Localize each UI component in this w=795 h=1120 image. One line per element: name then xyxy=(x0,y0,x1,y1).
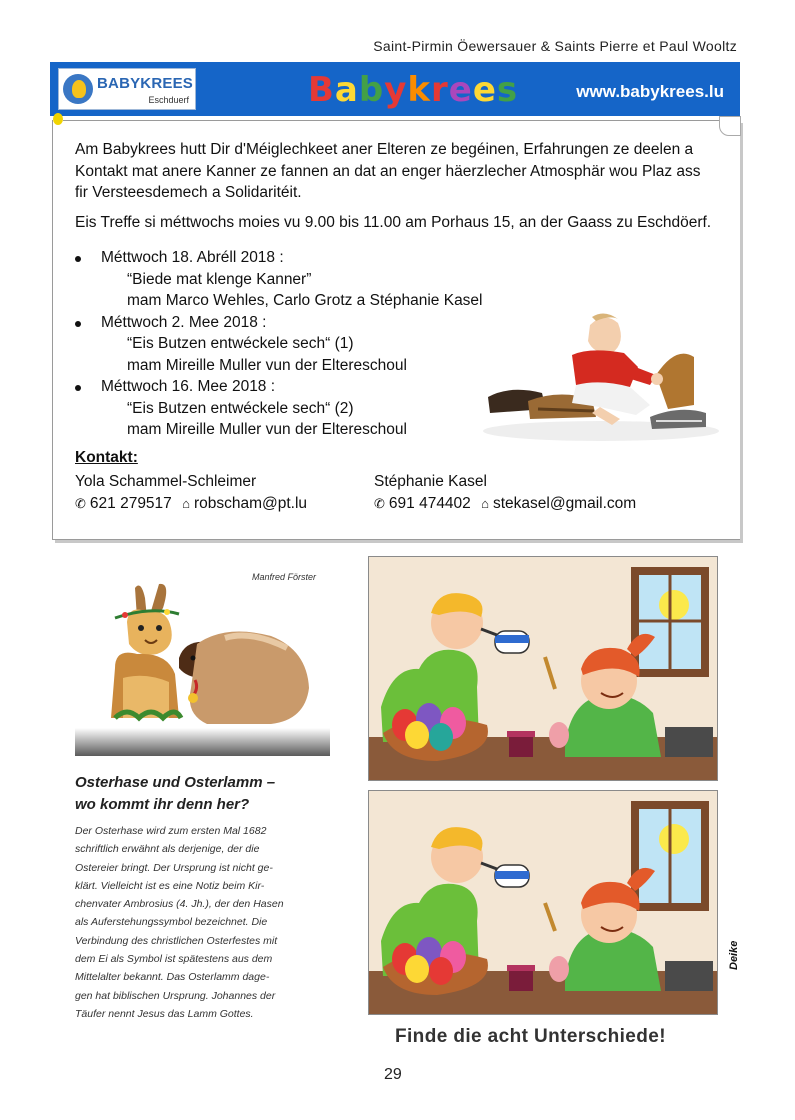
event-date: Méttwoch 16. Mee 2018 : xyxy=(101,378,276,395)
contact-phone[interactable]: 621 279517 xyxy=(89,495,172,512)
easter-egg-painting-cartoon-variant xyxy=(369,791,718,1015)
article-line: dem Ei als Symbol ist spätestens aus dem xyxy=(75,953,273,966)
article-title xyxy=(75,772,275,816)
event-item xyxy=(75,376,495,441)
event-date: Méttwoch 18. Abréll 2018 : xyxy=(101,249,284,266)
page-curl-decoration xyxy=(719,116,741,136)
cartoon-panel-original xyxy=(368,556,718,781)
event-list xyxy=(75,247,495,441)
banner-title-letter: e xyxy=(448,70,473,110)
website-link[interactable]: www.babykrees.lu xyxy=(576,82,724,101)
banner-title-letter: B xyxy=(308,70,335,110)
contact-email[interactable]: robscham@pt.lu xyxy=(193,495,308,512)
event-title: “Eis Butzen entwéckele sech“ (2) xyxy=(127,399,354,417)
box-top-border xyxy=(63,120,722,121)
easter-egg-painting-cartoon xyxy=(369,557,718,781)
bullet-icon xyxy=(75,321,81,327)
article-line: Mittelalter bekannt. Das Osterlamm dage- xyxy=(75,971,270,984)
babykrees-banner xyxy=(50,62,740,116)
banner-title-letter: r xyxy=(431,70,449,110)
bunny-and-lamb-illustration xyxy=(75,578,330,756)
page-number: 29 xyxy=(384,1066,402,1083)
article-line: gen hat biblischen Ursprung. Johannes der xyxy=(75,989,276,1002)
banner-title-letter: a xyxy=(334,70,359,110)
cartoon-panel-modified xyxy=(368,790,718,1015)
event-item xyxy=(75,312,495,377)
banner-title-letter: b xyxy=(358,70,385,110)
cartoon-credit: Deike xyxy=(728,940,740,970)
article-title-line: wo kommt ihr denn her? xyxy=(75,796,250,813)
event-speakers: mam Mireille Muller vun der Eltereschoul xyxy=(127,421,407,438)
banner-title xyxy=(308,70,518,110)
article-line: Der Osterhase wird zum ersten Mal 1682 xyxy=(75,825,267,837)
mouse-icon: ⌂ xyxy=(182,496,190,511)
mouse-icon: ⌂ xyxy=(481,496,489,511)
banner-title-letter: e xyxy=(472,70,497,110)
event-speakers: mam Marco Wehles, Carlo Grotz a Stéphanie Kasel xyxy=(127,292,483,309)
logo-name: BABYKREES xyxy=(97,75,193,92)
event-speakers: mam Mireille Muller vun der Eltereschoul xyxy=(127,356,407,374)
event-item xyxy=(75,247,495,312)
contact-card xyxy=(374,471,636,515)
article-line: Verbindung des christlichen Osterfestes mit xyxy=(75,934,278,947)
contact-name: Stéphanie Kasel xyxy=(374,473,487,490)
banner-title-letter: s xyxy=(496,70,519,110)
page-header: Saint-Pirmin Öewersauer & Saints Pierre et Paul Wooltz xyxy=(373,38,737,54)
contact-card xyxy=(75,471,307,515)
article-line: klärt. Vielleicht ist es eine Notiz beim Kir- xyxy=(75,879,265,892)
phone-icon: ✆ xyxy=(75,496,86,511)
meeting-info: Eis Treffe si méttwochs moies vu 9.00 bis 11.00 am Porhaus 15, an der Gaass zu Eschdöerf. xyxy=(75,214,712,231)
article-title-line: Osterhase und Osterlamm – xyxy=(75,774,276,791)
article-line: schriftlich erwähnt als derjenige, der die xyxy=(75,843,260,856)
babykrees-logo[interactable] xyxy=(58,68,196,110)
article-line: Ostereier bringt. Der Ursprung ist nicht ge- xyxy=(75,861,273,874)
bullet-icon xyxy=(75,385,81,391)
article-line: als Auferstehungssymbol bezeichnet. Die xyxy=(75,916,268,929)
contact-name: Yola Schammel-Schleimer xyxy=(75,473,257,490)
contact-email[interactable]: stekasel@gmail.com xyxy=(492,495,637,512)
event-title: “Eis Butzen entwéckele sech“ (1) xyxy=(127,335,354,352)
bullet-icon xyxy=(75,256,81,262)
baby-with-shoes-photo xyxy=(480,305,722,445)
chick-icon xyxy=(53,113,63,125)
banner-title-letter: y xyxy=(384,70,408,110)
event-title: “Biede mat klenge Kanner” xyxy=(127,270,312,288)
contact-phone[interactable]: 691 474402 xyxy=(388,495,471,512)
logo-emblem-icon xyxy=(63,74,93,104)
article-body xyxy=(75,822,327,1023)
puzzle-caption: Finde die acht Unterschiede! xyxy=(395,1026,666,1047)
article-line: Täufer nennt Jesus das Lamm Gottes. xyxy=(75,1007,254,1020)
illustration-author: Manfred Förster xyxy=(252,572,317,582)
contact-heading: Kontakt: xyxy=(75,449,138,466)
event-date: Méttwoch 2. Mee 2018 : xyxy=(101,313,267,331)
article-line: chenvater Ambrosius (4. Jh.), der den Hasen xyxy=(75,898,284,911)
logo-subtitle: Eschduerf xyxy=(148,95,189,105)
phone-icon: ✆ xyxy=(374,496,385,511)
banner-title-letter: k xyxy=(407,70,432,110)
intro-paragraph: Am Babykrees hutt Dir d'Méiglechkeet aner Elteren ze begéinen, Erfahrungen ze deelen a Kontakt mat anere Kanner ze fannen an dat an enger häerzlecher Atmosphär wou Plaz ass fir Versteesdemech a Solidaritéit. xyxy=(75,141,701,201)
